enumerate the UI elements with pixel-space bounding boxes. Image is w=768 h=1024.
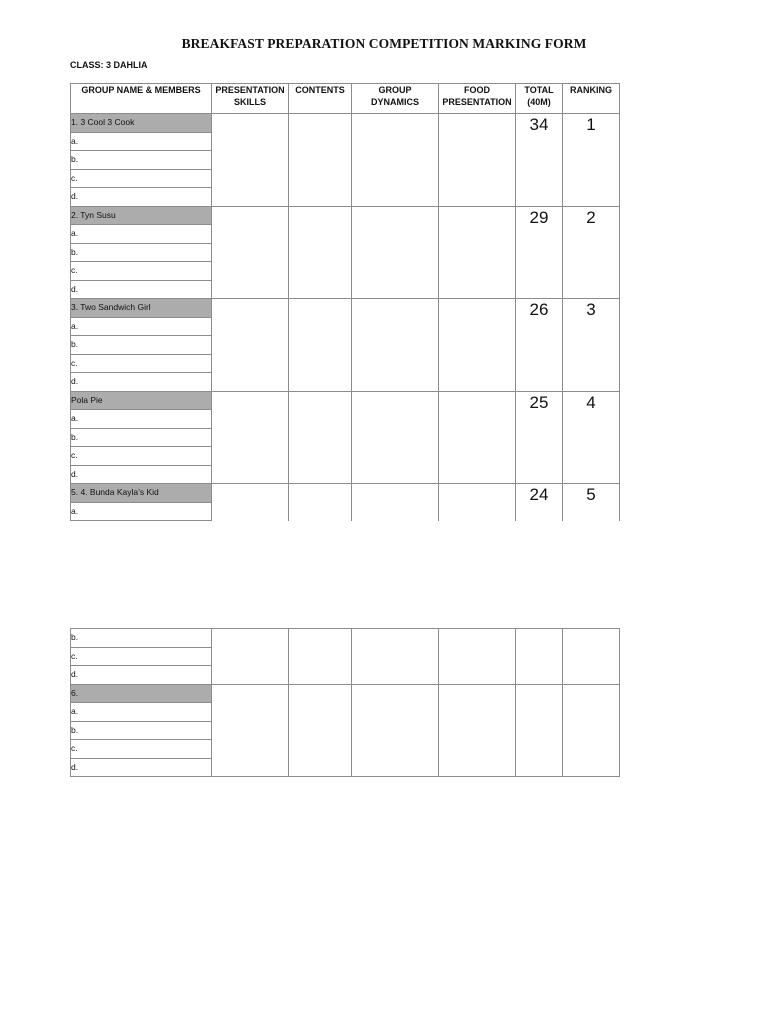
header-presentation-skills: PRESENTATION SKILLS xyxy=(212,84,289,114)
total-score-cell: 34 xyxy=(516,114,563,207)
member-d: d. xyxy=(71,758,212,777)
presentation-score-cell[interactable] xyxy=(212,484,289,521)
ranking-cell: 4 xyxy=(563,391,620,484)
ranking-cell: 2 xyxy=(563,206,620,299)
header-food-presentation: FOOD PRESENTATION xyxy=(439,84,516,114)
class-label: CLASS: 3 DAHLIA xyxy=(70,60,148,70)
marking-table-continued xyxy=(70,628,620,777)
presentation-score-cell[interactable] xyxy=(212,629,289,685)
member-d: d. xyxy=(71,465,212,484)
member-c: c. xyxy=(71,169,212,188)
member-d: d. xyxy=(71,666,212,685)
ranking-cell xyxy=(563,684,620,777)
contents-score-cell[interactable] xyxy=(289,629,352,685)
group-name-cell: 2. Tyn Susu xyxy=(71,206,212,225)
group-row xyxy=(71,206,620,225)
member-a: a. xyxy=(71,410,212,429)
presentation-score-cell[interactable] xyxy=(212,206,289,299)
group-name-cell: 5. 4. Bunda Kayla’s Kid xyxy=(71,484,212,503)
group-row xyxy=(71,391,620,410)
dynamics-score-cell[interactable] xyxy=(352,684,439,777)
group-row xyxy=(71,684,620,703)
member-b: b. xyxy=(71,428,212,447)
member-c: c. xyxy=(71,447,212,466)
member-a: a. xyxy=(71,225,212,244)
member-a: a. xyxy=(71,703,212,722)
contents-score-cell[interactable] xyxy=(289,391,352,484)
total-score-cell: 26 xyxy=(516,299,563,392)
group-name-cell: 3. Two Sandwich Girl xyxy=(71,299,212,318)
total-score-cell: 24 xyxy=(516,484,563,521)
form-title: BREAKFAST PREPARATION COMPETITION MARKING FORM xyxy=(181,36,587,51)
contents-score-cell[interactable] xyxy=(289,206,352,299)
ranking-cell: 1 xyxy=(563,114,620,207)
dynamics-score-cell[interactable] xyxy=(352,299,439,392)
member-b: b. xyxy=(71,721,212,740)
group-row xyxy=(71,484,620,503)
marking-table xyxy=(70,83,620,521)
member-d: d. xyxy=(71,280,212,299)
member-b: b. xyxy=(71,243,212,262)
presentation-score-cell[interactable] xyxy=(212,684,289,777)
contents-score-cell[interactable] xyxy=(289,484,352,521)
food-score-cell[interactable] xyxy=(439,629,516,685)
dynamics-score-cell[interactable] xyxy=(352,629,439,685)
food-score-cell[interactable] xyxy=(439,114,516,207)
presentation-score-cell[interactable] xyxy=(212,391,289,484)
group-name-cell: Pola Pie xyxy=(71,391,212,410)
member-a: a. xyxy=(71,502,212,521)
ranking-cell: 5 xyxy=(563,484,620,521)
contents-score-cell[interactable] xyxy=(289,299,352,392)
table-header-row xyxy=(71,84,620,114)
member-a: a. xyxy=(71,317,212,336)
member-c: c. xyxy=(71,647,212,666)
total-score-cell: 25 xyxy=(516,391,563,484)
food-score-cell[interactable] xyxy=(439,391,516,484)
header-group-name: GROUP NAME & MEMBERS xyxy=(71,84,212,114)
member-c: c. xyxy=(71,262,212,281)
member-b: b. xyxy=(71,336,212,355)
header-group-dynamics: GROUP DYNAMICS xyxy=(352,84,439,114)
dynamics-score-cell[interactable] xyxy=(352,206,439,299)
group-name-cell: 6. xyxy=(71,684,212,703)
contents-score-cell[interactable] xyxy=(289,114,352,207)
total-score-cell xyxy=(516,629,563,685)
food-score-cell[interactable] xyxy=(439,206,516,299)
member-c: c. xyxy=(71,354,212,373)
presentation-score-cell[interactable] xyxy=(212,114,289,207)
member-b: b. xyxy=(71,151,212,170)
header-total: TOTAL (40M) xyxy=(516,84,563,114)
header-contents: CONTENTS xyxy=(289,84,352,114)
food-score-cell[interactable] xyxy=(439,299,516,392)
dynamics-score-cell[interactable] xyxy=(352,484,439,521)
member-d: d. xyxy=(71,373,212,392)
ranking-cell: 3 xyxy=(563,299,620,392)
total-score-cell: 29 xyxy=(516,206,563,299)
food-score-cell[interactable] xyxy=(439,684,516,777)
dynamics-score-cell[interactable] xyxy=(352,114,439,207)
ranking-cell xyxy=(563,629,620,685)
dynamics-score-cell[interactable] xyxy=(352,391,439,484)
group-row xyxy=(71,299,620,318)
contents-score-cell[interactable] xyxy=(289,684,352,777)
group-name-cell: 1. 3 Cool 3 Cook xyxy=(71,114,212,133)
member-a: a. xyxy=(71,132,212,151)
presentation-score-cell[interactable] xyxy=(212,299,289,392)
group-row xyxy=(71,114,620,133)
member-b: b. xyxy=(71,629,212,648)
total-score-cell xyxy=(516,684,563,777)
member-c: c. xyxy=(71,740,212,759)
member-d: d. xyxy=(71,188,212,207)
food-score-cell[interactable] xyxy=(439,484,516,521)
header-ranking: RANKING xyxy=(563,84,620,114)
